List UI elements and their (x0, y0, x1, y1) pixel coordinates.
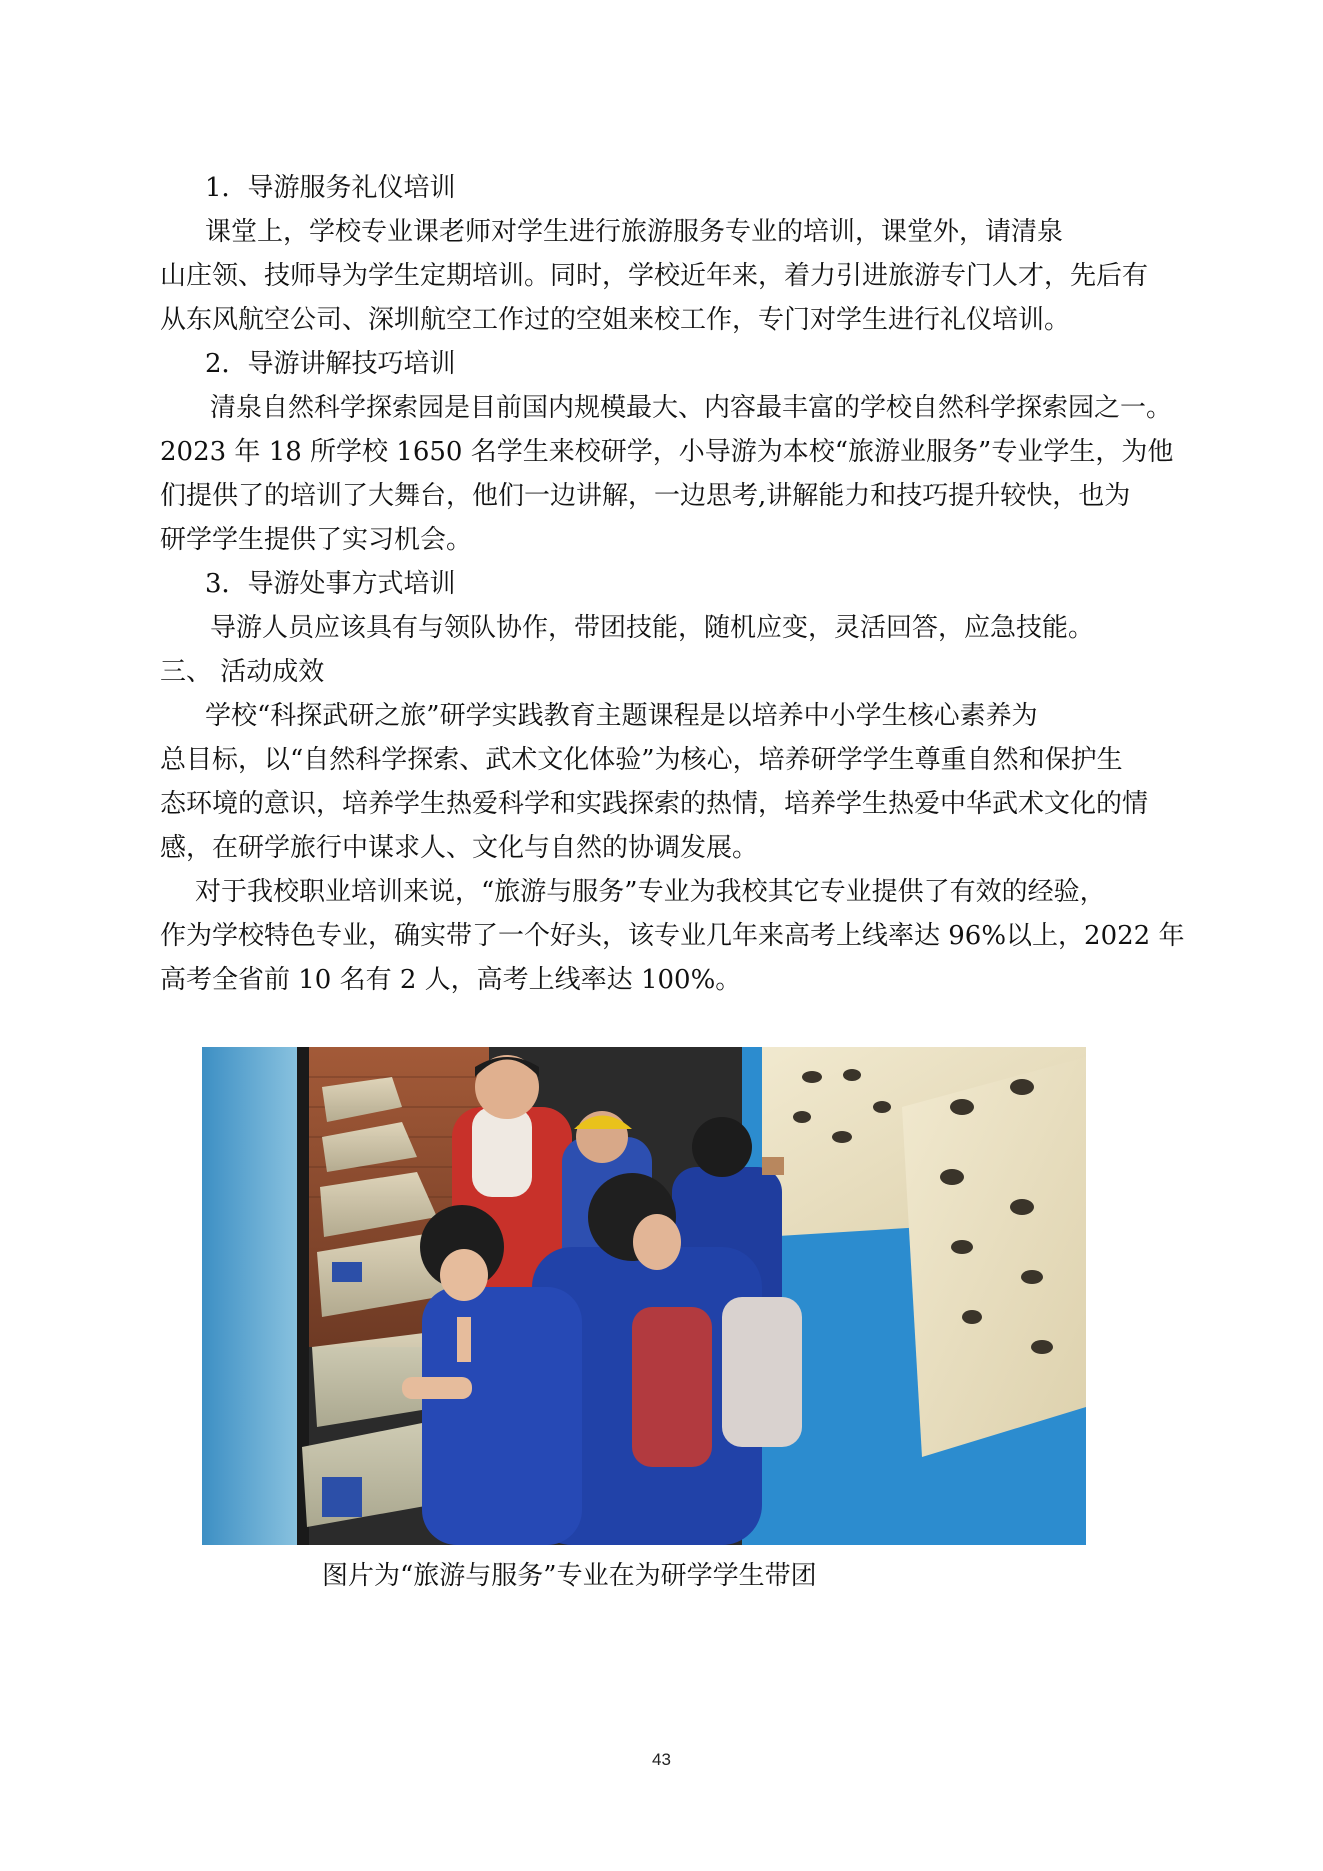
paragraph-line: 清泉自然科学探索园是目前国内规模最大、内容最丰富的学校自然科学探索园之一。 (210, 393, 1173, 423)
heading-2: 2．导游讲解技巧培训 (205, 349, 456, 379)
paragraph-line: 高考全省前 10 名有 2 人，高考上线率达 100%。 (160, 965, 742, 995)
paragraph-line: 总目标，以“自然科学探索、武术文化体验”为核心，培养研学学生尊重自然和保护生 (160, 745, 1123, 775)
museum-photo (202, 1047, 1086, 1545)
paragraph-line: 山庄领、技师导为学生定期培训。同时，学校近年来，着力引进旅游专门人才，先后有 (160, 261, 1149, 291)
paragraph-line: 学校“科探武研之旅”研学实践教育主题课程是以培养中小学生核心素养为 (205, 701, 1038, 731)
heading-3: 3．导游处事方式培训 (205, 569, 456, 599)
paragraph-line: 课堂上，学校专业课老师对学生进行旅游服务专业的培训，课堂外，请清泉 (205, 217, 1064, 247)
paragraph-line: 态环境的意识，培养学生热爱科学和实践探索的热情，培养学生热爱中华武术文化的情 (160, 789, 1149, 819)
paragraph-line: 2023 年 18 所学校 1650 名学生来校研学，小导游为本校“旅游业服务”专业学生，为他 (160, 437, 1174, 467)
heading-1: 1．导游服务礼仪培训 (205, 173, 456, 203)
paragraph-line: 研学学生提供了实习机会。 (160, 525, 473, 555)
section-heading: 三、 活动成效 (160, 657, 325, 687)
paragraph-line: 作为学校特色专业，确实带了一个好头，该专业几年来高考上线率达 96%以上，2022 年 (160, 921, 1185, 951)
page-number: 43 (652, 1750, 671, 1769)
paragraph-line: 们提供了的培训了大舞台，他们一边讲解，一边思考,讲解能力和技巧提升较快，也为 (160, 481, 1131, 511)
paragraph-line: 感，在研学旅行中谋求人、文化与自然的协调发展。 (160, 833, 759, 863)
photo-caption: 图片为“旅游与服务”专业在为研学学生带团 (322, 1561, 817, 1591)
paragraph-line: 导游人员应该具有与领队协作，带团技能，随机应变，灵活回答，应急技能。 (210, 613, 1095, 643)
paragraph-line: 从东风航空公司、深圳航空工作过的空姐来校工作，专门对学生进行礼仪培训。 (160, 305, 1071, 335)
paragraph-line: 对于我校职业培训来说，“旅游与服务”专业为我校其它专业提供了有效的经验， (195, 877, 1106, 907)
